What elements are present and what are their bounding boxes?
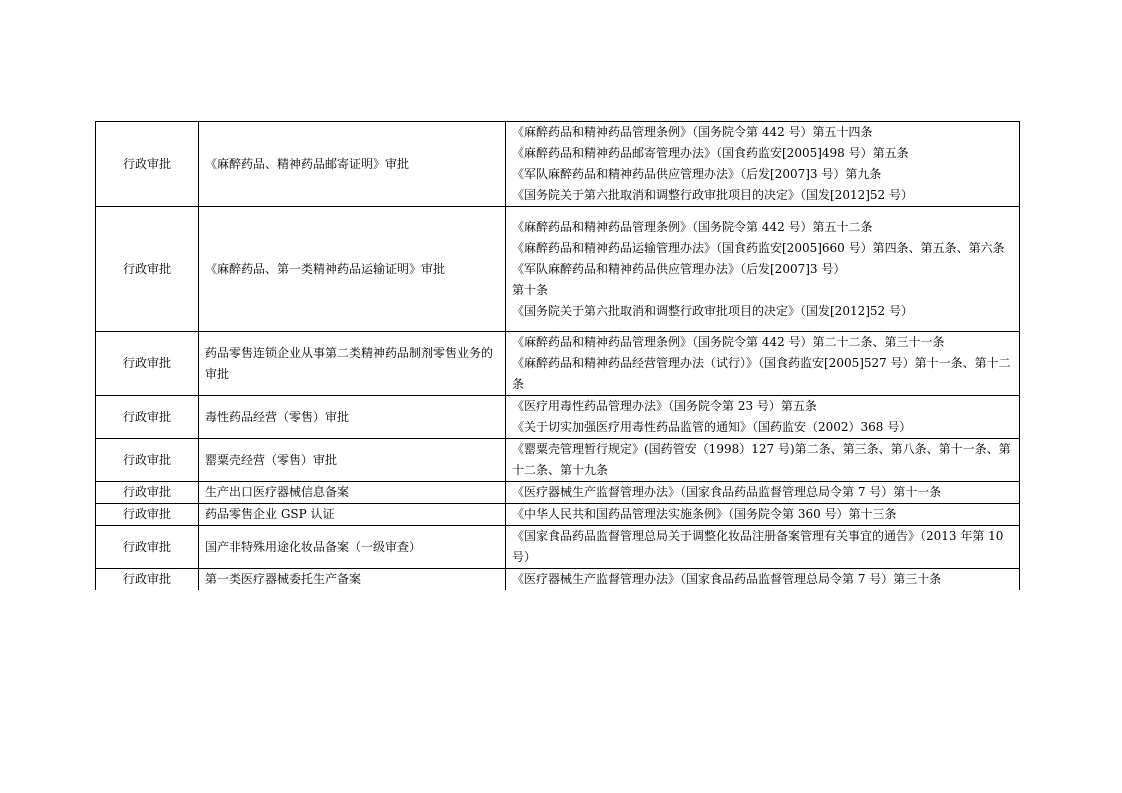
- legal-basis-line: 《罂粟壳管理暂行规定》(国药管安（1998）127 号)第二条、第三条、第八条、第十一条、第十二条、第十九条: [512, 442, 1011, 477]
- table-row: [96, 569, 1020, 591]
- approval-type-cell: 行政审批: [96, 207, 199, 332]
- legal-basis-line: 《麻醉药品和精神药品经营管理办法（试行）》（国食药监安[2005]527 号）第十一条、第十二条: [512, 356, 1011, 391]
- legal-basis-line: 《医疗用毒性药品管理办法》（国务院令第 23 号）第五条: [512, 399, 817, 413]
- approval-item-name-cell: 罂粟壳经营（零售）审批: [199, 439, 506, 482]
- table-row: [96, 207, 1020, 332]
- legal-basis-line: 《麻醉药品和精神药品管理条例》（国务院令第 442 号）第二十二条、第三十一条: [512, 335, 945, 349]
- legal-basis-line: 《军队麻醉药品和精神药品供应管理办法》（后发[2007]3 号）第九条: [512, 167, 882, 181]
- legal-basis-cell: [506, 207, 1020, 332]
- legal-basis-cell: [506, 439, 1020, 482]
- legal-basis-line: 《麻醉药品和精神药品管理条例》（国务院令第 442 号）第五十二条: [512, 219, 873, 234]
- legal-basis-line: 《麻醉药品和精神药品运输管理办法》（国食药监安[2005]660 号）第四条、第五条、第六条: [512, 240, 1005, 255]
- approval-item-name-cell: 毒性药品经营（零售）审批: [199, 396, 506, 439]
- approval-type-cell: 行政审批: [96, 482, 199, 504]
- legal-basis-cell: [506, 526, 1020, 569]
- table-row: [96, 482, 1020, 504]
- approval-type-cell: 行政审批: [96, 439, 199, 482]
- approval-type-cell: 行政审批: [96, 396, 199, 439]
- legal-basis-line: 《医疗器械生产监督管理办法》（国家食品药品监督管理总局令第 7 号）第十一条: [512, 485, 942, 499]
- approval-type-cell: 行政审批: [96, 122, 199, 207]
- approval-type-cell: 行政审批: [96, 569, 199, 591]
- legal-basis-cell: [506, 332, 1020, 396]
- legal-basis-cell: [506, 482, 1020, 504]
- table-row: [96, 122, 1020, 207]
- legal-basis-line: 《医疗器械生产监督管理办法》（国家食品药品监督管理总局令第 7 号）第三十条: [512, 572, 942, 586]
- approval-item-name-cell: 国产非特殊用途化妆品备案（一级审查）: [199, 526, 506, 569]
- approval-items-table: [95, 121, 1020, 590]
- approval-item-name-cell: 《麻醉药品、精神药品邮寄证明》审批: [199, 122, 506, 207]
- approval-item-name-cell: 药品零售企业 GSP 认证: [199, 504, 506, 526]
- table-row: [96, 504, 1020, 526]
- table-body: [96, 122, 1020, 591]
- approval-type-cell: 行政审批: [96, 332, 199, 396]
- legal-basis-cell: [506, 122, 1020, 207]
- approval-item-name-cell: 第一类医疗器械委托生产备案: [199, 569, 506, 591]
- legal-basis-cell: [506, 504, 1020, 526]
- table-row: [96, 332, 1020, 396]
- legal-basis-line: 《关于切实加强医疗用毒性药品监管的通知》（国药监安（2002）368 号）: [512, 420, 912, 434]
- approval-type-cell: 行政审批: [96, 526, 199, 569]
- legal-basis-line: 《军队麻醉药品和精神药品供应管理办法》（后发[2007]3 号）: [512, 261, 846, 276]
- legal-basis-line: 《国务院关于第六批取消和调整行政审批项目的决定》（国发[2012]52 号）: [512, 188, 913, 202]
- approval-type-cell: 行政审批: [96, 504, 199, 526]
- legal-basis-line: 第十条: [512, 282, 549, 297]
- table-row: [96, 526, 1020, 569]
- legal-basis-cell: [506, 569, 1020, 591]
- legal-basis-line: 《国家食品药品监督管理总局关于调整化妆品注册备案管理有关事宜的通告》（2013 年第 10 号）: [512, 529, 1004, 564]
- legal-basis-line: 《麻醉药品和精神药品邮寄管理办法》（国食药监安[2005]498 号）第五条: [512, 146, 909, 160]
- legal-basis-line: 《国务院关于第六批取消和调整行政审批项目的决定》（国发[2012]52 号）: [512, 303, 913, 318]
- legal-basis-line: 《中华人民共和国药品管理法实施条例》（国务院令第 360 号）第十三条: [512, 507, 897, 521]
- approval-item-name-cell: 生产出口医疗器械信息备案: [199, 482, 506, 504]
- table-row: [96, 439, 1020, 482]
- legal-basis-line: 《麻醉药品和精神药品管理条例》（国务院令第 442 号）第五十四条: [512, 125, 873, 139]
- legal-basis-cell: [506, 396, 1020, 439]
- approval-item-name-cell: 《麻醉药品、第一类精神药品运输证明》审批: [199, 207, 506, 332]
- approval-item-name-cell: 药品零售连锁企业从事第二类精神药品制剂零售业务的审批: [199, 332, 506, 396]
- table-row: [96, 396, 1020, 439]
